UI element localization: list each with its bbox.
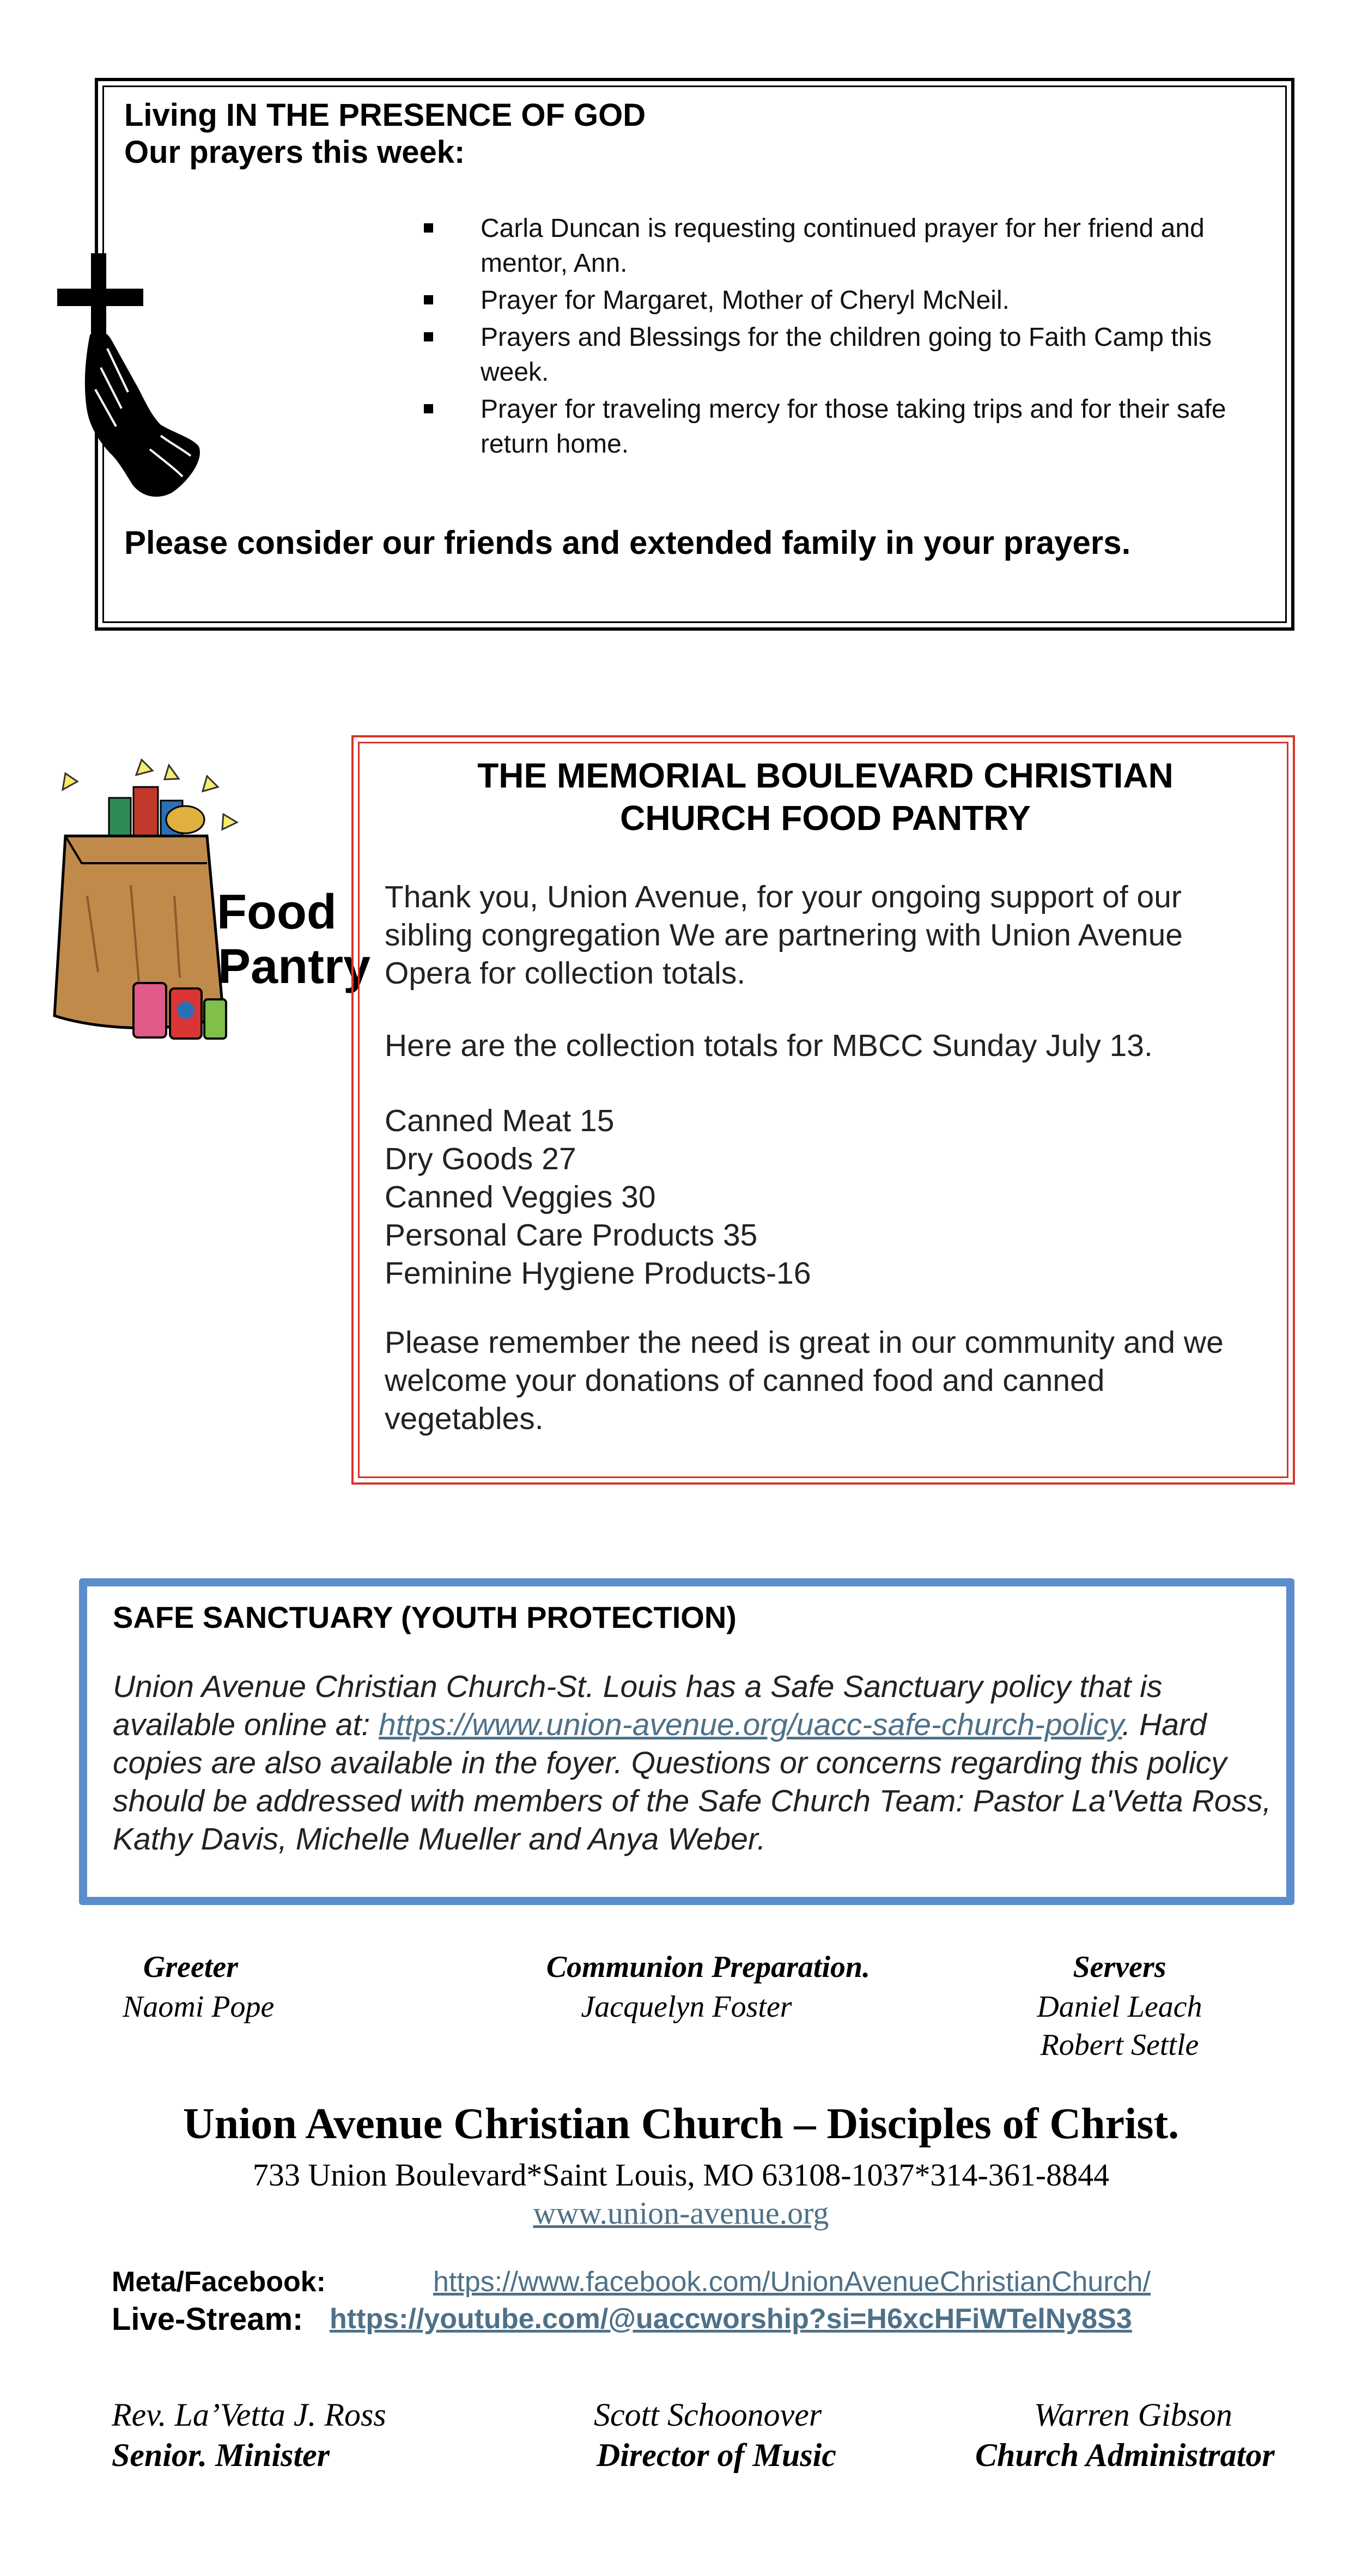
staff-name: Warren Gibson bbox=[1034, 2397, 1232, 2433]
safe-sanctuary-text: Union Avenue Christian Church-St. Louis has a Safe Sanctuary policy that is available online at: bbox=[113, 1669, 1163, 1742]
prayer-subheading: Our prayers this week: bbox=[124, 135, 465, 170]
facebook-link[interactable]: https://www.facebook.com/UnionAvenueChristianChurch/ bbox=[433, 2266, 1151, 2298]
prayer-item: Prayer for traveling mercy for those taking trips and for their safe return home. bbox=[419, 392, 1269, 462]
greeter-name: Naomi Pope bbox=[123, 1990, 275, 2024]
bullet-square-icon bbox=[424, 404, 433, 413]
food-pantry-total-item: Canned Meat 15 bbox=[385, 1103, 615, 1138]
livestream-label: Live-Stream: bbox=[112, 2302, 303, 2337]
food-pantry-total-item: Dry Goods 27 bbox=[385, 1142, 576, 1176]
food-pantry-title-line: THE MEMORIAL BOULEVARD CHRISTIAN bbox=[477, 756, 1173, 795]
food-pantry-intro: Thank you, Union Avenue, for your ongoing support of our sibling congregation We are partnering with Union Avenue Opera for collection totals. bbox=[385, 880, 1183, 991]
facebook-label: Meta/Facebook: bbox=[112, 2266, 326, 2298]
staff-name: Rev. La’Vetta J. Ross bbox=[112, 2397, 386, 2433]
bullet-square-icon bbox=[424, 295, 433, 304]
communion-name: Jacquelyn Foster bbox=[581, 1990, 792, 2024]
church-website-link[interactable]: www.union-avenue.org bbox=[533, 2195, 829, 2231]
safe-church-policy-link[interactable]: https://www.union-avenue.org/uacc-safe-church-policy bbox=[379, 1707, 1122, 1742]
staff-name: Scott Schoonover bbox=[594, 2397, 822, 2433]
food-pantry-title bbox=[376, 754, 1275, 839]
food-pantry-totals-intro: Here are the collection totals for MBCC Sunday July 13. bbox=[385, 1028, 1153, 1063]
food-pantry-bag-icon bbox=[44, 754, 371, 1057]
greeter-title: Greeter bbox=[143, 1950, 239, 1984]
livestream-link[interactable]: https://youtube.com/@uaccworship?si=H6xcHFiWTelNy8S3 bbox=[330, 2303, 1132, 2335]
food-pantry-logo-text: Pantry bbox=[218, 939, 371, 994]
food-pantry-closing: Please remember the need is great in our community and we welcome your donations of canned food and canned vegetables. bbox=[385, 1325, 1224, 1436]
staff-title: Director of Music bbox=[597, 2437, 836, 2473]
servers-title: Servers bbox=[1073, 1950, 1166, 1984]
prayer-footer: Please consider our friends and extended family in your prayers. bbox=[124, 524, 1131, 561]
bullet-square-icon bbox=[424, 332, 433, 341]
prayer-list bbox=[419, 211, 1269, 464]
church-name: Union Avenue Christian Church – Disciples of Christ. bbox=[183, 2100, 1179, 2148]
food-pantry-total-item: Canned Veggies 30 bbox=[385, 1180, 656, 1214]
safe-sanctuary-body bbox=[113, 1668, 1279, 1858]
praying-hands-cross-icon bbox=[57, 253, 204, 501]
staff-title: Senior. Minister bbox=[112, 2437, 330, 2473]
church-address: 733 Union Boulevard*Saint Louis, MO 63108-1037*314-361-8844 bbox=[252, 2157, 1110, 2193]
prayer-item: Prayer for Margaret, Mother of Cheryl McNeil. bbox=[419, 283, 1269, 318]
prayer-heading: Living IN THE PRESENCE OF GOD bbox=[124, 97, 646, 133]
food-pantry-title-line: CHURCH FOOD PANTRY bbox=[620, 798, 1031, 838]
safe-sanctuary-text: . Hard copies are also available in the foyer. Questions or concerns regarding this policy should be addressed with members of the Safe Church Team: Pastor La'Vetta Ross, Kathy Davis, Michelle Mueller and Anya Weber. bbox=[113, 1707, 1272, 1857]
server-name: Daniel Leach bbox=[1037, 1990, 1202, 2024]
server-name: Robert Settle bbox=[1040, 2028, 1199, 2062]
communion-title: Communion Preparation. bbox=[546, 1950, 871, 1984]
food-pantry-totals-list bbox=[385, 1102, 1267, 1292]
food-pantry-logo-text: Food bbox=[217, 885, 337, 939]
prayer-item: Carla Duncan is requesting continued prayer for her friend and mentor, Ann. bbox=[419, 211, 1269, 281]
bullet-square-icon bbox=[424, 223, 433, 233]
safe-sanctuary-title: SAFE SANCTUARY (YOUTH PROTECTION) bbox=[113, 1600, 737, 1634]
staff-title: Church Administrator bbox=[975, 2437, 1275, 2473]
food-pantry-total-item: Feminine Hygiene Products-16 bbox=[385, 1256, 811, 1291]
food-pantry-total-item: Personal Care Products 35 bbox=[385, 1218, 758, 1253]
prayer-item: Prayers and Blessings for the children going to Faith Camp this week. bbox=[419, 320, 1269, 390]
